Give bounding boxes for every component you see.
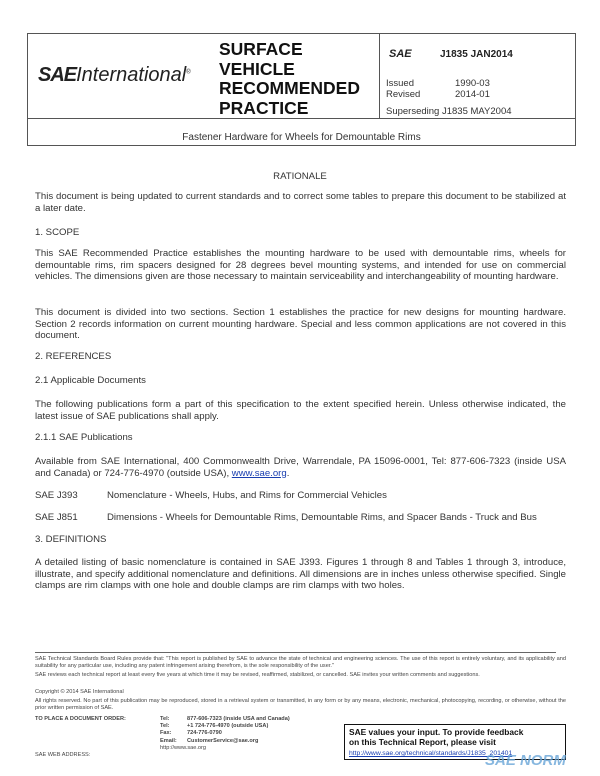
sae-norm-watermark: SAE NORM bbox=[485, 752, 566, 769]
definitions-paragraph: A detailed listing of basic nomenclature is contained in SAE J393. Figures 1 through 8 and Tables 1 through 3, introduce, illustrate, and specify additional nomenclature and definitions. All dimensions are in inches unless otherwise specified. Single clamps are rim clamps with one hole and double clamps are rim clamps with two holes. bbox=[35, 557, 566, 591]
copyright: Copyright © 2014 SAE International bbox=[35, 689, 124, 695]
sae-address: Available from SAE International, 400 Commonwealth Drive, Warrendale, PA 15096-0001, Tel: 877-606-7323 (inside USA and Canada) or 724-776-4970 (outside USA), www.sae.org. bbox=[35, 456, 566, 479]
web-address[interactable]: http://www.sae.org bbox=[160, 744, 207, 751]
reference-id: SAE J393 bbox=[35, 490, 78, 501]
reference-title: Nomenclature - Wheels, Hubs, and Rims for Commercial Vehicles bbox=[107, 490, 387, 501]
review-notice: SAE reviews each technical report at least every five years at which time it may be revised, reaffirmed, stabilized, or cancelled. SAE invites your written comments and suggestions. bbox=[35, 672, 480, 678]
feedback-box: SAE values your input. To provide feedback on this Technical Report, please visit http://www.sae.org/technical/standards/J1835_201401 bbox=[344, 724, 566, 760]
feedback-link[interactable]: http://www.sae.org/technical/standards/J1835_201401 bbox=[349, 750, 513, 757]
section-2-heading: 2. REFERENCES bbox=[35, 351, 112, 362]
superseding: Superseding J1835 MAY2004 bbox=[386, 106, 512, 117]
document-number: J1835 JAN2014 bbox=[440, 49, 513, 60]
reference-id: SAE J851 bbox=[35, 512, 78, 523]
sae-international-logo: SAEInternational® bbox=[38, 64, 191, 86]
document-header bbox=[27, 33, 576, 146]
document-type: SURFACE VEHICLE RECOMMENDED PRACTICE bbox=[219, 39, 360, 118]
header-vertical-divider bbox=[379, 34, 380, 118]
scope-paragraph-2: This document is divided into two sections. Section 1 establishes the practice for new designs for mounting hardware. Section 2 records information on current mounting hardware. Special and less common applications are not covered in this document. bbox=[35, 307, 566, 341]
sae-mark: SAE bbox=[389, 48, 412, 60]
header-divider bbox=[28, 118, 575, 119]
issued-date: 1990-03 bbox=[455, 78, 490, 89]
web-address-label: SAE WEB ADDRESS: bbox=[35, 752, 91, 758]
sae-website-link[interactable]: www.sae.org bbox=[231, 467, 287, 479]
rationale-heading: RATIONALE bbox=[273, 171, 327, 182]
document-title: Fastener Hardware for Wheels for Demountable Rims bbox=[182, 132, 421, 143]
scope-paragraph-1: This SAE Recommended Practice establishes the mounting hardware to be used with demountable rims, wheels for demountable rims, rim spacers designed for 28 degrees bevel mounting systems, and intended for use on commercial vehicles. The dimensions given are those necessary to maintain serviceability and interchangeability of mounting hardware. bbox=[35, 248, 566, 282]
references-intro: The following publications form a part of this specification to the extent specified herein. Unless otherwise indicated, the latest issue of SAE publications shall apply. bbox=[35, 399, 566, 422]
revised-label: Revised bbox=[386, 89, 421, 100]
footer-divider bbox=[35, 652, 556, 653]
issued-label: Issued bbox=[386, 78, 414, 89]
board-rules: SAE Technical Standards Board Rules provide that: "This report is published by SAE to advance the state of technical and engineering sciences. The use of this report is entirely voluntary, and its applicability and suitability for any particular use, including any patent infringement arising therefrom, is the sole responsibility of the user." bbox=[35, 656, 566, 670]
order-label: TO PLACE A DOCUMENT ORDER: bbox=[35, 716, 126, 722]
rights-notice: All rights reserved. No part of this publication may be reproduced, stored in a retrieval system or transmitted, in any form or by any means, electronic, mechanical, photocopying, recording, or otherwise, without the prior written permission of SAE. bbox=[35, 698, 566, 712]
order-contacts: Tel: 877-606-7323 (inside USA and Canada) Tel: +1 724-776-4970 (outside USA) Fax: 724-776-0790 Email: CustomerService@sae.org http://www.sae.org bbox=[160, 716, 340, 752]
section-2-1-heading: 2.1 Applicable Documents bbox=[35, 375, 146, 386]
section-3-heading: 3. DEFINITIONS bbox=[35, 534, 107, 545]
section-1-heading: 1. SCOPE bbox=[35, 227, 80, 238]
section-2-1-1-heading: 2.1.1 SAE Publications bbox=[35, 432, 133, 443]
reference-title: Dimensions - Wheels for Demountable Rims, Demountable Rims, and Spacer Bands - Truck and Bus bbox=[107, 512, 537, 523]
rationale-text: This document is being updated to current standards and to correct some tables to prepare this document to be stabilized at a later date. bbox=[35, 191, 566, 214]
revised-date: 2014-01 bbox=[455, 89, 490, 100]
